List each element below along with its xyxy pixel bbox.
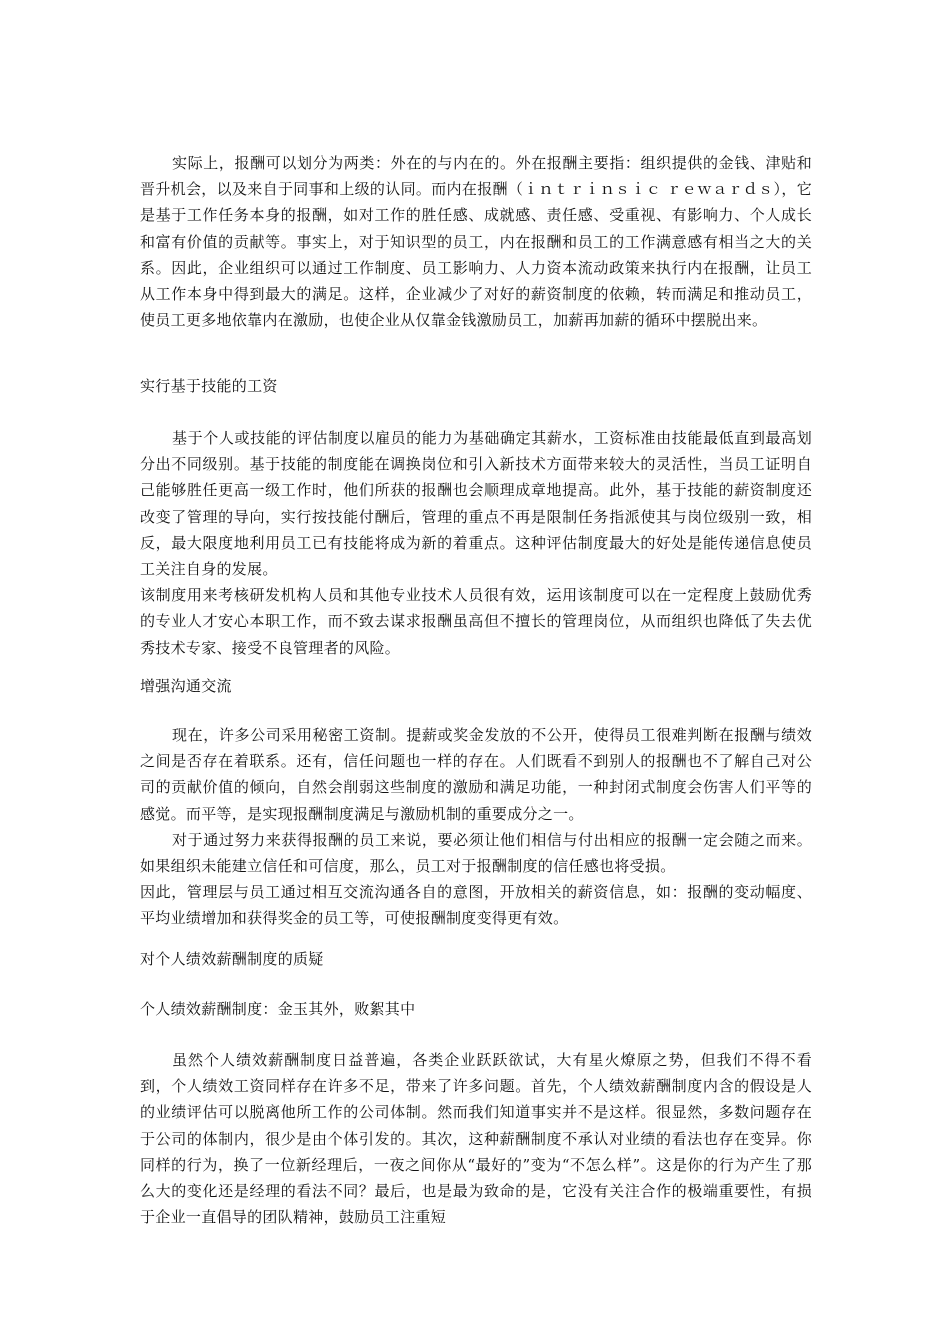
- paragraph-text: 虽然个人绩效薪酬制度日益普遍，各类企业跃跃欲试，大有星火燎原之势，但我们不得不看到，个人绩效工资同样存在许多不足，带来了许多问题。首先，个人绩效薪酬制度内含的假设是人的业绩评估可以脱离他所工作的公司体制。然而我们知道事实并不是这样。很显然，多数问题存在于公司的体制内，很少是由个体引发的。其次，这种薪酬制度不承认对业绩的看法也存在变异。你同样的行为，换了一位新经理后，一夜之间你从“最好的”变为“不怎么样”。这是你的行为产生了那么大的变化还是经理的看法不同？最后，也是最为致命的是，它没有关注合作的极端重要性，有损于企业一直倡导的团队精神，鼓励员工注重短: [140, 1051, 812, 1227]
- section-heading-individual-performance-doubt: 对个人绩效薪酬制度的质疑: [140, 950, 324, 968]
- section-heading-individual-performance-pay: 个人绩效薪酬制度：金玉其外，败絮其中: [140, 1000, 416, 1018]
- paragraph-individual-performance-pay: [140, 1047, 812, 1230]
- paragraph-text: 基于个人或技能的评估制度以雇员的能力为基础确定其薪水，工资标准由技能最低直到最高划分出不同级别。基于技能的制度能在调换岗位和引入新技术方面带来较大的灵活性，当员工证明自己能够胜任更高一级工作时，他们所获的报酬也会顺理成章地提高。此外，基于技能的薪资制度还改变了管理的导向，实行按技能付酬后，管理的重点不再是限制任务指派使其与岗位级别一致，相反，最大限度地利用员工已有技能将成为新的着重点。这种评估制度最大的好处是能传递信息使员工关注自身的发展。: [140, 429, 812, 579]
- paragraph-intrinsic-rewards: [140, 150, 812, 333]
- section-heading-skill-based-pay: 实行基于技能的工资: [140, 377, 278, 395]
- paragraph-text: 现在，许多公司采用秘密工资制。提薪或奖金发放的不公开，使得员工很难判断在报酬与绩效之间是否存在着联系。还有，信任问题也一样的存在。人们既看不到别人的报酬也不了解自己对公司的贡献价值的倾向，自然会削弱这些制度的激励和满足功能，一种封闭式制度会伤害人们平等的感觉。而平等，是实现报酬制度满足与激励机制的重要成分之一。: [140, 726, 812, 823]
- paragraph-skill-based-pay: [140, 425, 812, 661]
- paragraph-text: 该制度用来考核研发机构人员和其他专业技术人员很有效，运用该制度可以在一定程度上鼓励优秀的专业人才安心本职工作，而不致去谋求报酬虽高但不擅长的管理岗位，从而组织也降低了失去优秀技术专家、接受不良管理者的风险。: [140, 586, 812, 657]
- paragraph-text: 对于通过努力来获得报酬的员工来说，要必须让他们相信与付出相应的报酬一定会随之而来。如果组织未能建立信任和可信度，那么，员工对于报酬制度的信任感也将受损。: [140, 830, 812, 876]
- paragraph-text: 因此，管理层与员工通过相互交流沟通各自的意图，开放相关的薪资信息，如：报酬的变动幅度、平均业绩增加和获得奖金的员工等，可使报酬制度变得更有效。: [140, 883, 812, 928]
- paragraph-communication: [140, 722, 812, 932]
- paragraph-text: 实际上，报酬可以划分为两类：外在的与内在的。外在报酬主要指：组织提供的金钱、津贴和晋升机会，以及来自于同事和上级的认同。而内在报酬（ｉｎｔｒｉｎｓｉｃ ｒｅｗａｒｄｓ），它是基于工作任务本身的报酬，如对工作的胜任感、成就感、责任感、受重视、有影响力、个人成长和富有价值的贡献等。事实上，对于知识型的员工，内在报酬和员工的工作满意感有相当之大的关系。因此，企业组织可以通过工作制度、员工影响力、人力资本流动政策来执行内在报酬，让员工从工作本身中得到最大的满足。这样，企业减少了对好的薪资制度的依赖，转而满足和推动员工，使员工更多地依靠内在激励，也使企业从仅靠金钱激励员工，加薪再加薪的循环中摆脱出来。: [140, 154, 812, 330]
- section-heading-communication: 增强沟通交流: [140, 677, 232, 695]
